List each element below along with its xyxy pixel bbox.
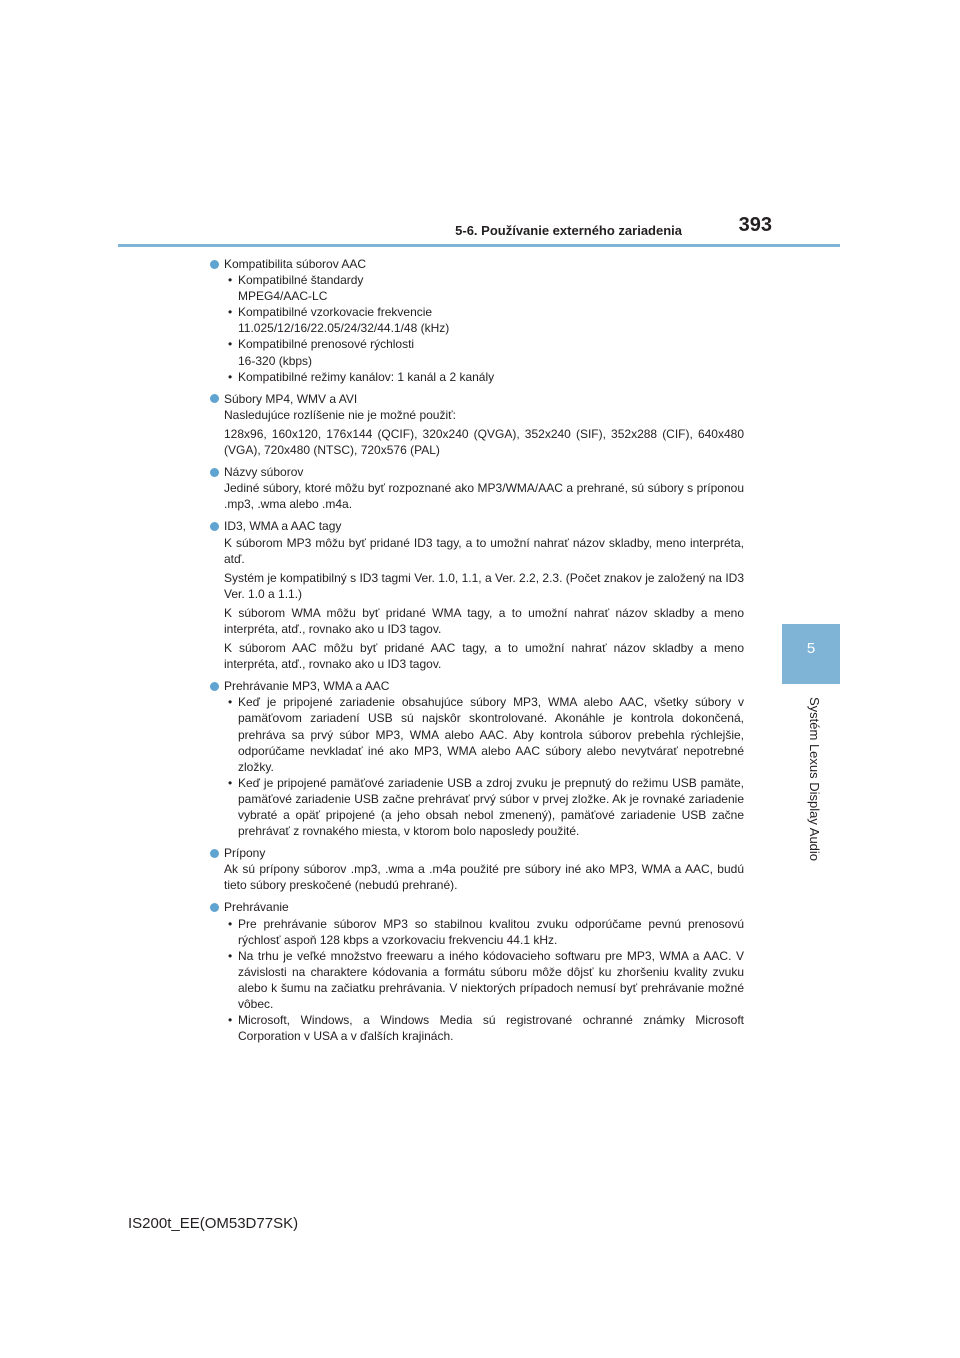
item-paragraph: Systém je kompatibilný s ID3 tagmi Ver. 1.0, 1.1, a Ver. 2.2, 2.3. (Počet znakov je založený na ID3 Ver. 1.0 a 1.1.): [224, 570, 744, 601]
item-title: ID3, WMA a AAC tagy: [224, 519, 342, 534]
circle-bullet-icon: [210, 849, 219, 858]
item-paragraph: K súborom MP3 môžu byť pridané ID3 tagy, a to umožní nahrať názov skladby, meno interpréta, atď.: [224, 535, 744, 566]
item-paragraph: K súborom AAC môžu byť pridané AAC tagy, a to umožní nahrať názov skladby a meno interpréta, atď., rovnako ako u ID3 tagov.: [224, 641, 744, 672]
sub-bullet-text: Microsoft, Windows, a Windows Media sú registrované ochranné známky Microsoft Corporation v USA a v ďalších krajinách.: [238, 1013, 744, 1044]
section-title: 5-6. Používanie externého zariadenia: [455, 223, 682, 238]
chapter-label: Systém Lexus Display Audio: [807, 697, 822, 862]
sub-bullet-item: [224, 775, 744, 839]
circle-bullet-icon: [210, 260, 219, 269]
sub-bullet-value: 11.025/12/16/22.05/24/32/44.1/48 (kHz): [238, 321, 450, 336]
item-paragraph: Jediné súbory, ktoré môžu byť rozpoznané ako MP3/WMA/AAC a prehrané, sú súbory s príponou .mp3, .wma alebo .m4a.: [224, 481, 744, 512]
item-title: Názvy súborov: [224, 465, 304, 480]
item-paragraph: K súborom WMA môžu byť pridané WMA tagy, a to umožní nahrať názov skladby a meno interpréta, atď., rovnako ako u ID3 tagov.: [224, 605, 744, 636]
sub-bullet-item: [224, 948, 744, 1012]
sub-bullet-text: Pre prehrávanie súborov MP3 so stabilnou kvalitou zvuku odporúčame pevnú prenosovú rýchlosť aspoň 128 kbps a vzorkovaciu frekvenciu 44.1 kHz.: [238, 916, 744, 947]
sub-bullet-text: Keď je pripojené zariadenie obsahujúce súbory MP3, WMA alebo AAC, všetky súbory v pamäťovom zariadení USB sú najskôr skontrolované. Akonáhle je kontrola dokončená, prehráva sa prvý súbor MP3, WMA alebo AAC. Aby kontrola súborov prebehla rýchlejšie, odporúčame nevkladať iné ako MP3, WMA alebo AAC súbory alebo nevytvárať nepotrebné zložky.: [238, 695, 744, 774]
bullet-dot: •: [228, 337, 233, 352]
sub-bullet-value: 16-320 (kbps): [238, 353, 313, 368]
item-heading: [210, 391, 744, 407]
circle-bullet-icon: [210, 468, 219, 477]
bullet-dot: •: [228, 916, 233, 931]
sub-bullet-text: Keď je pripojené pamäťové zariadenie USB a zdroj zvuku je prepnutý do režimu USB pamäte, pamäťové zariadenie USB začne prehrávať prvý súbor v prvej zložke. Ak je rovnaké zariadenie vybraté a opäť pripojené (a jeho obsah nebol zmenený), pamäťové zariadenie USB začne prehrávať z rovnakého miesta, v ktorom bolo naposledy použité.: [238, 775, 744, 839]
sub-bullet-text: Kompatibilné štandardy: [238, 273, 364, 288]
sub-bullet-item: [224, 336, 744, 368]
circle-bullet-icon: [210, 682, 219, 691]
page-number: 393: [738, 214, 772, 236]
circle-bullet-icon: [210, 394, 219, 403]
item-heading: [210, 678, 744, 694]
item-paragraph: Nasledujúce rozlíšenie nie je možné použiť:: [224, 407, 456, 422]
section-item: [224, 518, 744, 672]
section-item: [224, 391, 744, 458]
bullet-dot: •: [228, 1013, 233, 1028]
item-title: Súbory MP4, WMV a AVI: [224, 391, 358, 406]
section-item: [224, 899, 744, 1044]
section-item: [224, 678, 744, 839]
item-heading: [210, 518, 744, 534]
item-heading: [210, 845, 744, 861]
item-title: Kompatibilita súborov AAC: [224, 257, 367, 271]
sub-bullet-item: [224, 369, 744, 385]
item-paragraph: 128x96, 160x120, 176x144 (QCIF), 320x240 (QVGA), 352x240 (SIF), 352x288 (CIF), 640x480 (VGA), 720x480 (NTSC), 720x576 (PAL): [224, 426, 744, 458]
header-divider: [118, 244, 840, 247]
bullet-dot: •: [228, 948, 233, 963]
sub-bullet-item: [224, 1012, 744, 1044]
bullet-dot: •: [228, 369, 233, 384]
sub-bullet-item: [224, 304, 744, 336]
bullet-dot: •: [228, 695, 233, 710]
sub-bullet-text: Na trhu je veľké množstvo freewaru a iného kódovacieho softwaru pre MP3, WMA a AAC. V závislosti na charaktere kódovania a formátu súboru môže dôjsť ku zhoršeniu kvality zvuku alebo k šumu na začiatku prehrávania. V niektorých prípadoch nemusí byť prehrávanie možné vôbec.: [238, 948, 744, 1012]
item-title: Prehrávanie MP3, WMA a AAC: [224, 679, 390, 694]
sub-bullet-item: [224, 272, 744, 304]
chapter-number: 5: [806, 640, 816, 657]
item-title: Prehrávanie: [224, 900, 289, 915]
item-heading: [210, 899, 744, 915]
sub-bullet-text: Kompatibilné vzorkovacie frekvencie: [238, 305, 433, 320]
content-body: [224, 256, 744, 1050]
section-item: [224, 845, 744, 893]
item-heading: [210, 464, 744, 480]
item-title: Prípony: [224, 846, 266, 861]
bullet-dot: •: [228, 775, 233, 790]
model-code: IS200t_EE(OM53D77SK): [128, 1215, 299, 1232]
sub-bullet-text: Kompatibilné režimy kanálov: 1 kanál a 2 kanály: [238, 369, 495, 384]
sub-bullet-value: MPEG4/AAC-LC: [238, 289, 328, 304]
bullet-dot: •: [228, 305, 233, 320]
circle-bullet-icon: [210, 903, 219, 912]
sub-bullet-item: [224, 694, 744, 774]
item-heading: [210, 256, 744, 272]
sub-bullet-text: Kompatibilné prenosové rýchlosti: [238, 337, 415, 352]
section-item: [224, 464, 744, 512]
circle-bullet-icon: [210, 522, 219, 531]
page-header: [0, 0, 960, 250]
item-paragraph: Ak sú prípony súborov .mp3, .wma a .m4a použité pre súbory iné ako MP3, WMA a AAC, budú tieto súbory preskočené (nebudú prehrané).: [224, 862, 744, 893]
section-item: [224, 256, 744, 385]
chapter-tab: [782, 624, 840, 684]
bullet-dot: •: [228, 273, 233, 288]
sub-bullet-item: [224, 916, 744, 948]
